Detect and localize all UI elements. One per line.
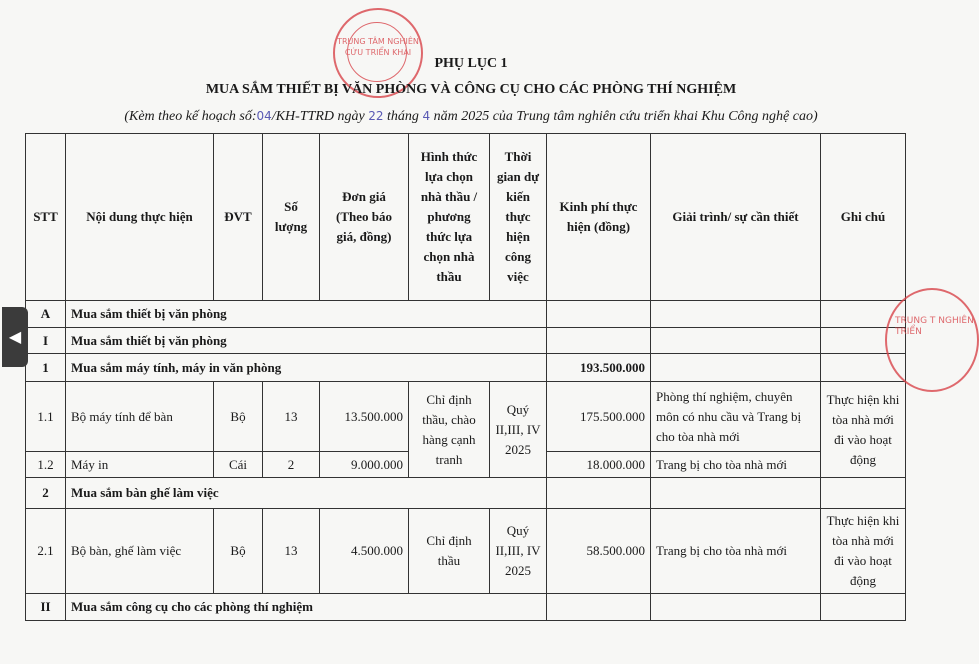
row-1-2-quantity: 2 — [263, 452, 320, 478]
row-2-1-unit: Bộ — [214, 509, 263, 594]
row-1-budget: 193.500.000 — [547, 354, 651, 382]
row-1-1-quantity: 13 — [263, 382, 320, 452]
row-2-1-quantity: 13 — [263, 509, 320, 594]
red-seal-stamp-partial — [885, 288, 979, 392]
header-budget: Kinh phí thực hiện (đồng) — [547, 134, 651, 301]
row-ii-stt: II — [26, 594, 66, 621]
previous-page-button[interactable] — [2, 307, 28, 367]
header-method: Hình thức lựa chọn nhà thầu / phương thức lựa chọn nhà thầu — [409, 134, 490, 301]
seal-text: TRUNG TÂM NGHIÊN CỨU TRIỂN KHAI — [337, 37, 419, 57]
plan-month: 4 — [422, 109, 431, 123]
header-justification: Giải trình/ sự cần thiết — [651, 134, 821, 301]
row-2-1-content: Bộ bàn, ghế làm việc — [66, 509, 214, 594]
chevron-left-icon: ◀ — [8, 327, 22, 346]
row-1-2-justification: Trang bị cho tòa nhà mới — [651, 452, 821, 478]
header-quantity: Số lượng — [263, 134, 320, 301]
row-2-stt: 2 — [26, 478, 66, 509]
table-header-row — [26, 134, 906, 301]
procurement-table — [25, 133, 906, 621]
row-1-1-method: Chỉ định thầu, chào hàng cạnh tranh — [409, 382, 490, 478]
row-1-2-stt: 1.2 — [26, 452, 66, 478]
row-2-1-time: Quý II,III, IV 2025 — [490, 509, 547, 594]
appendix-title: PHỤ LỤC 1 — [434, 56, 508, 71]
header-unit: ĐVT — [214, 134, 263, 301]
row-i-stt: I — [26, 328, 66, 354]
row-2-1-unit-price: 4.500.000 — [320, 509, 409, 594]
subtitle-mid1: /KH-TTRD ngày — [271, 109, 365, 124]
plan-day: 22 — [368, 109, 384, 123]
row-1-1-budget: 175.500.000 — [547, 382, 651, 452]
row-2-1-stt: 2.1 — [26, 509, 66, 594]
row-1-1-stt: 1.1 — [26, 382, 66, 452]
subtitle-prefix: (Kèm theo kế hoạch số: — [124, 109, 257, 124]
row-1-stt: 1 — [26, 354, 66, 382]
header-note: Ghi chú — [821, 134, 906, 301]
header-time: Thời gian dự kiến thực hiện công việc — [490, 134, 547, 301]
row-2-1-budget: 58.500.000 — [547, 509, 651, 594]
document-heading: MUA SẮM THIẾT BỊ VĂN PHÒNG VÀ CÔNG CỤ CHO CÁC PHÒNG THÍ NGHIỆM — [205, 82, 737, 97]
header-unit-price: Đơn giá (Theo báo giá, đồng) — [320, 134, 409, 301]
seal-side-text: TRUNG T NGHIÊN TRIỂN — [895, 316, 974, 337]
row-1-1-unit: Bộ — [214, 382, 263, 452]
plan-number: 04 — [256, 109, 272, 123]
header-stt: STT — [26, 134, 66, 301]
table-row — [26, 354, 906, 382]
row-ii-content: Mua sắm công cụ cho các phòng thí nghiệm — [66, 594, 547, 621]
table-row — [26, 328, 906, 354]
row-1-1-note: Thực hiện khi tòa nhà mới đi vào hoạt động — [821, 382, 906, 478]
table-row — [26, 478, 906, 509]
table-row — [26, 594, 906, 621]
row-1-2-unit: Cái — [214, 452, 263, 478]
row-1-1-time: Quý II,III, IV 2025 — [490, 382, 547, 478]
row-2-1-justification: Trang bị cho tòa nhà mới — [651, 509, 821, 594]
row-1-2-content: Máy in — [66, 452, 214, 478]
row-1-2-budget: 18.000.000 — [547, 452, 651, 478]
row-2-1-method: Chỉ định thầu — [409, 509, 490, 594]
row-1-1-unit-price: 13.500.000 — [320, 382, 409, 452]
header-content: Nội dung thực hiện — [66, 134, 214, 301]
row-a-content: Mua sắm thiết bị văn phòng — [66, 301, 547, 328]
document-subtitle — [0, 109, 942, 125]
row-a-stt: A — [26, 301, 66, 328]
table-row — [26, 382, 906, 452]
subtitle-mid2: tháng — [387, 109, 419, 124]
row-1-content: Mua sắm máy tính, máy in văn phòng — [66, 354, 547, 382]
row-2-1-note: Thực hiện khi tòa nhà mới đi vào hoạt động — [821, 509, 906, 594]
row-1-2-unit-price: 9.000.000 — [320, 452, 409, 478]
subtitle-suffix: năm 2025 của Trung tâm nghiên cứu triển khai Khu Công nghệ cao) — [433, 109, 818, 124]
row-1-1-content: Bộ máy tính để bàn — [66, 382, 214, 452]
table-row — [26, 509, 906, 594]
table-row — [26, 301, 906, 328]
row-i-content: Mua sắm thiết bị văn phòng — [66, 328, 547, 354]
row-2-content: Mua sắm bàn ghế làm việc — [66, 478, 547, 509]
row-1-1-justification: Phòng thí nghiệm, chuyên môn có nhu cầu và Trang bị cho tòa nhà mới — [651, 382, 821, 452]
